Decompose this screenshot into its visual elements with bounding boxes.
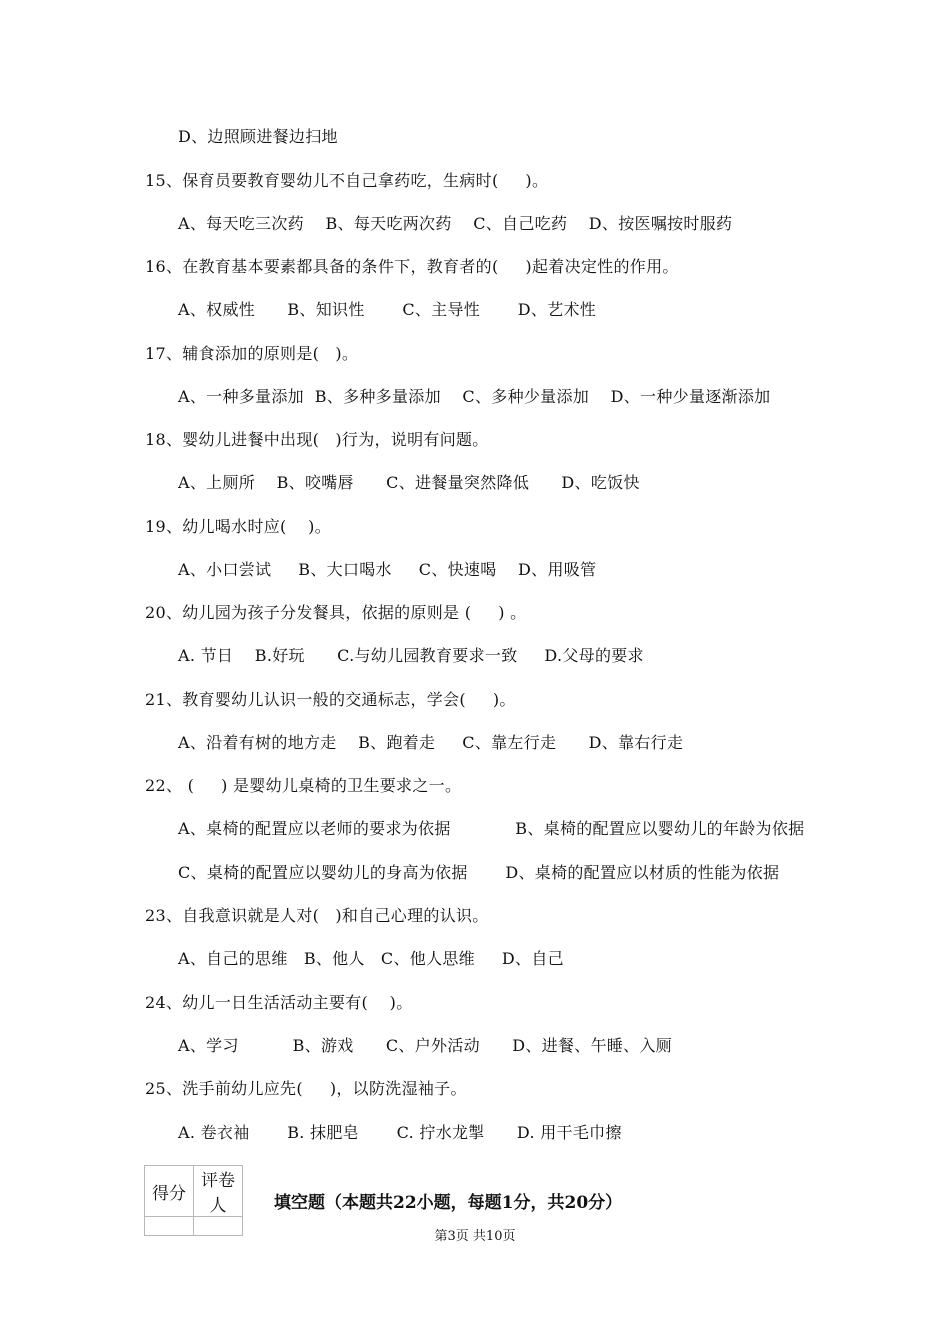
q14-option-d: D、边照顾进餐边扫地 — [178, 127, 338, 146]
question-17-options: A、一种多量添加 B、多种多量添加 C、多种少量添加 D、一种少量逐渐添加 — [178, 387, 771, 406]
question-21-options: A、沿着有树的地方走 B、跑着走 C、靠左行走 D、靠右行走 — [178, 733, 684, 752]
question-24-options: A、学习 B、游戏 C、户外活动 D、进餐、午睡、入厕 — [178, 1036, 673, 1055]
question-15: 15、保育员要教育婴幼儿不自己拿药吃，生病时( )。 — [145, 171, 549, 190]
question-23: 23、自我意识就是人对( )和自己心理的认识。 — [145, 906, 489, 925]
question-16-options: A、权威性 B、知识性 C、主导性 D、艺术性 — [178, 300, 597, 319]
question-24: 24、幼儿一日生活活动主要有( )。 — [145, 993, 413, 1012]
question-19: 19、幼儿喝水时应( )。 — [145, 517, 331, 536]
question-16: 16、在教育基本要素都具备的条件下，教育者的( )起着决定性的作用。 — [145, 257, 679, 276]
question-22-options-cd: C、桌椅的配置应以婴幼儿的身高为依据 D、桌椅的配置应以材质的性能为依据 — [178, 863, 780, 882]
question-18: 18、婴幼儿进餐中出现( )行为，说明有问题。 — [145, 430, 489, 449]
question-19-options: A、小口尝试 B、大口喝水 C、快速喝 D、用吸管 — [178, 560, 597, 579]
question-17: 17、辅食添加的原则是( )。 — [145, 344, 359, 363]
score-table — [144, 1165, 243, 1236]
question-21: 21、教育婴幼儿认识一般的交通标志，学会( )。 — [145, 690, 516, 709]
reviewer-label: 评卷人 — [194, 1166, 243, 1217]
question-20: 20、幼儿园为孩子分发餐具，依据的原则是 ( ) 。 — [145, 603, 527, 622]
page-footer: 第3页 共10页 — [434, 1229, 516, 1244]
question-15-options: A、每天吃三次药 B、每天吃两次药 C、自己吃药 D、按医嘱按时服药 — [178, 214, 733, 233]
question-25-options: A. 卷衣袖 B. 抹肥皂 C. 拧水龙掣 D. 用干毛巾擦 — [178, 1123, 622, 1142]
question-23-options: A、自己的思维 B、他人 C、他人思维 D、自己 — [178, 949, 564, 968]
section-title: 填空题（本题共22小题，每题1分，共20分） — [274, 1193, 623, 1213]
question-25: 25、洗手前幼儿应先( )，以防洗湿袖子。 — [145, 1079, 467, 1098]
question-18-options: A、上厕所 B、咬嘴唇 C、进餐量突然降低 D、吃饭快 — [178, 473, 640, 492]
question-22-options-ab: A、桌椅的配置应以老师的要求为依据 B、桌椅的配置应以婴幼儿的年龄为依据 — [178, 819, 805, 838]
question-20-options: A. 节日 B.好玩 C.与幼儿园教育要求一致 D.父母的要求 — [178, 646, 644, 665]
question-22: 22、 ( ) 是婴幼儿桌椅的卫生要求之一。 — [145, 776, 462, 795]
score-label: 得分 — [145, 1166, 194, 1217]
